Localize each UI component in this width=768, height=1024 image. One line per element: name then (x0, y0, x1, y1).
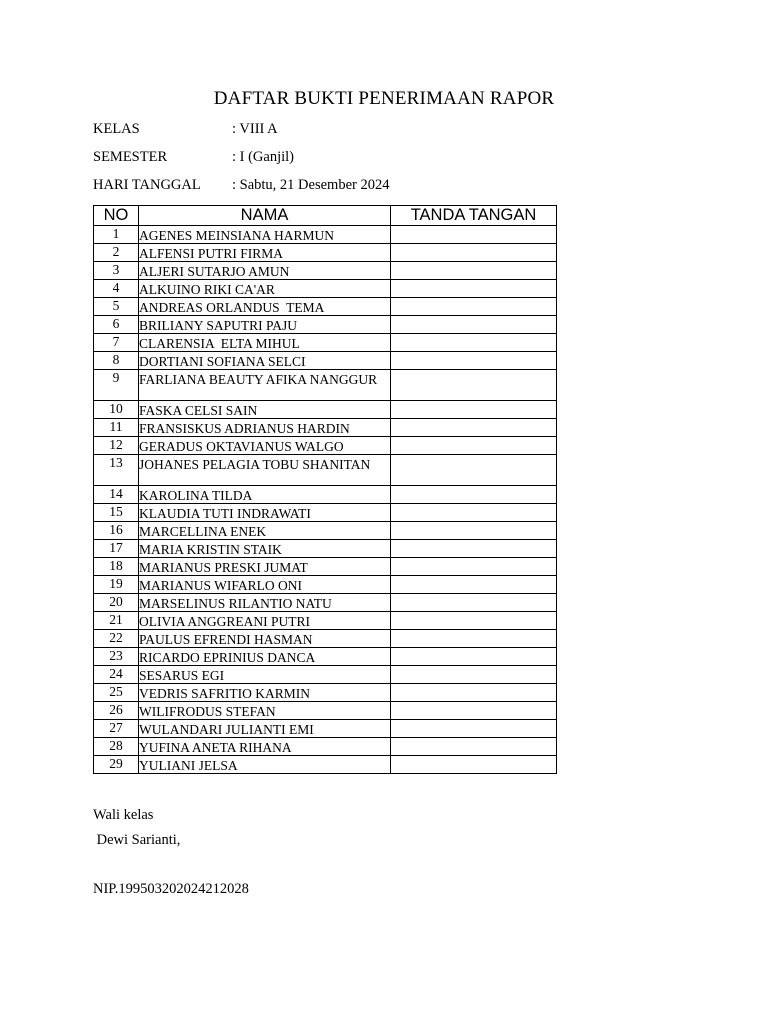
student-name: MARIA KRISTIN STAIK (139, 542, 282, 557)
row-name-cell (139, 576, 391, 594)
table-row (94, 666, 557, 684)
table-row (94, 226, 557, 244)
row-name-cell (139, 522, 391, 540)
table-row (94, 576, 557, 594)
footer-role: Wali kelas (93, 807, 154, 823)
receipt-table (93, 205, 557, 774)
table-row (94, 684, 557, 702)
student-name: KAROLINA TILDA (139, 488, 253, 503)
row-name-cell (139, 558, 391, 576)
row-number: 1 (94, 226, 139, 244)
row-number: 26 (94, 702, 139, 720)
info-value: : I (Ganjil) (232, 149, 295, 165)
signature-cell[interactable] (391, 437, 557, 455)
row-number: 2 (94, 244, 139, 262)
student-name: FRANSISKUS ADRIANUS HARDIN (139, 421, 350, 436)
row-name-cell (139, 684, 391, 702)
signature-cell[interactable] (391, 244, 557, 262)
row-number: 27 (94, 720, 139, 738)
row-number: 8 (94, 352, 139, 370)
row-name-cell (139, 370, 391, 401)
signature-cell[interactable] (391, 298, 557, 316)
row-name-cell (139, 298, 391, 316)
signature-cell[interactable] (391, 702, 557, 720)
row-number: 11 (94, 419, 139, 437)
document-title: DAFTAR BUKTI PENERIMAAN RAPOR (213, 88, 555, 109)
student-name: PAULUS EFRENDI HASMAN (139, 632, 313, 647)
table-row (94, 522, 557, 540)
table-row (94, 756, 557, 774)
table-row (94, 298, 557, 316)
table-row (94, 419, 557, 437)
row-number: 3 (94, 262, 139, 280)
row-number: 12 (94, 437, 139, 455)
signature-cell[interactable] (391, 540, 557, 558)
signature-cell[interactable] (391, 486, 557, 504)
signature-cell[interactable] (391, 684, 557, 702)
info-value: : VIII A (232, 121, 278, 137)
signature-cell[interactable] (391, 419, 557, 437)
row-name-cell (139, 738, 391, 756)
student-name: MARCELLINA ENEK (139, 524, 267, 539)
row-number: 29 (94, 756, 139, 774)
row-name-cell (139, 244, 391, 262)
row-number: 25 (94, 684, 139, 702)
row-number: 7 (94, 334, 139, 352)
student-name: SESARUS EGI (139, 668, 225, 683)
footer-nip: NIP.199503202024212028 (93, 881, 249, 897)
row-name-cell (139, 612, 391, 630)
student-name: KLAUDIA TUTI INDRAWATI (139, 506, 311, 521)
student-name: MARIANUS WIFARLO ONI (139, 578, 303, 593)
info-row-semester (93, 147, 294, 167)
row-name-cell (139, 756, 391, 774)
table-row (94, 648, 557, 666)
row-name-cell (139, 226, 391, 244)
student-name: CLARENSIA ELTA MIHUL (139, 336, 300, 351)
row-number: 21 (94, 612, 139, 630)
header-signature: TANDA TANGAN (391, 206, 557, 226)
row-name-cell (139, 594, 391, 612)
table-row (94, 612, 557, 630)
table-row (94, 630, 557, 648)
signature-cell[interactable] (391, 648, 557, 666)
header-no: NO (94, 206, 139, 226)
student-name: ALJERI SUTARJO AMUN (139, 264, 290, 279)
table-row (94, 486, 557, 504)
table-row (94, 316, 557, 334)
row-name-cell (139, 419, 391, 437)
signature-cell[interactable] (391, 280, 557, 298)
table-row (94, 370, 557, 401)
row-name-cell (139, 630, 391, 648)
row-number: 15 (94, 504, 139, 522)
signature-cell[interactable] (391, 522, 557, 540)
row-name-cell (139, 648, 391, 666)
signature-cell[interactable] (391, 226, 557, 244)
student-name: DORTIANI SOFIANA SELCI (139, 354, 306, 369)
signature-cell[interactable] (391, 504, 557, 522)
table-row (94, 738, 557, 756)
signature-cell[interactable] (391, 756, 557, 774)
row-name-cell (139, 702, 391, 720)
info-label: SEMESTER (93, 149, 168, 165)
row-number: 23 (94, 648, 139, 666)
row-name-cell (139, 666, 391, 684)
signature-cell[interactable] (391, 352, 557, 370)
table-row (94, 720, 557, 738)
table-row (94, 352, 557, 370)
table-row (94, 334, 557, 352)
row-name-cell (139, 455, 391, 486)
row-name-cell (139, 437, 391, 455)
table-row (94, 558, 557, 576)
student-name: FARLIANA BEAUTY AFIKA NANGGUR (139, 372, 378, 387)
row-number: 5 (94, 298, 139, 316)
table-row (94, 540, 557, 558)
signature-cell[interactable] (391, 612, 557, 630)
row-name-cell (139, 280, 391, 298)
row-number: 14 (94, 486, 139, 504)
row-number: 20 (94, 594, 139, 612)
signature-cell[interactable] (391, 262, 557, 280)
student-name: JOHANES PELAGIA TOBU SHANITAN (139, 457, 371, 472)
signature-cell[interactable] (391, 576, 557, 594)
row-number: 16 (94, 522, 139, 540)
footer-teacher-name: Dewi Sarianti, (93, 832, 181, 848)
table-row (94, 455, 557, 486)
student-name: ANDREAS ORLANDUS TEMA (139, 300, 325, 315)
row-name-cell (139, 352, 391, 370)
table-row (94, 244, 557, 262)
student-name: MARSELINUS RILANTIO NATU (139, 596, 332, 611)
table-row (94, 702, 557, 720)
student-name: GERADUS OKTAVIANUS WALGO (139, 439, 344, 454)
row-number: 13 (94, 455, 139, 486)
row-number: 22 (94, 630, 139, 648)
signature-cell[interactable] (391, 666, 557, 684)
signature-cell[interactable] (391, 738, 557, 756)
signature-cell[interactable] (391, 401, 557, 419)
info-row-class (93, 119, 278, 139)
student-name: RICARDO EPRINIUS DANCA (139, 650, 316, 665)
row-name-cell (139, 720, 391, 738)
row-name-cell (139, 262, 391, 280)
row-name-cell (139, 540, 391, 558)
student-name: YULIANI JELSA (139, 758, 238, 773)
student-name: YUFINA ANETA RIHANA (139, 740, 292, 755)
info-row-date (93, 175, 389, 195)
student-name: AGENES MEINSIANA HARMUN (139, 228, 335, 243)
row-number: 6 (94, 316, 139, 334)
student-name: ALKUINO RIKI CA'AR (139, 282, 275, 297)
student-name: WULANDARI JULIANTI EMI (139, 722, 314, 737)
student-name: ALFENSI PUTRI FIRMA (139, 246, 284, 261)
table-body (94, 226, 557, 774)
info-label: HARI TANGGAL (93, 177, 201, 193)
row-number: 4 (94, 280, 139, 298)
signature-cell[interactable] (391, 316, 557, 334)
row-name-cell (139, 401, 391, 419)
row-name-cell (139, 486, 391, 504)
row-name-cell (139, 334, 391, 352)
row-name-cell (139, 504, 391, 522)
row-name-cell (139, 316, 391, 334)
table-row (94, 401, 557, 419)
row-number: 19 (94, 576, 139, 594)
row-number: 17 (94, 540, 139, 558)
student-name: BRILIANY SAPUTRI PAJU (139, 318, 298, 333)
table-row (94, 280, 557, 298)
student-name: VEDRIS SAFRITIO KARMIN (139, 686, 311, 701)
student-name: OLIVIA ANGGREANI PUTRI (139, 614, 310, 629)
header-name: NAMA (139, 206, 391, 226)
student-name: MARIANUS PRESKI JUMAT (139, 560, 308, 575)
signature-cell[interactable] (391, 630, 557, 648)
signature-cell[interactable] (391, 370, 557, 401)
row-number: 28 (94, 738, 139, 756)
info-label: KELAS (93, 121, 140, 137)
signature-cell[interactable] (391, 334, 557, 352)
table-row (94, 437, 557, 455)
table-row (94, 594, 557, 612)
table-header-row (94, 206, 557, 226)
row-number: 9 (94, 370, 139, 401)
signature-cell[interactable] (391, 720, 557, 738)
row-number: 10 (94, 401, 139, 419)
signature-cell[interactable] (391, 594, 557, 612)
student-name: WILIFRODUS STEFAN (139, 704, 276, 719)
signature-cell[interactable] (391, 455, 557, 486)
row-number: 24 (94, 666, 139, 684)
table-row (94, 262, 557, 280)
row-number: 18 (94, 558, 139, 576)
student-name: FASKA CELSI SAIN (139, 403, 258, 418)
table-row (94, 504, 557, 522)
info-value: : Sabtu, 21 Desember 2024 (232, 177, 390, 193)
signature-cell[interactable] (391, 558, 557, 576)
